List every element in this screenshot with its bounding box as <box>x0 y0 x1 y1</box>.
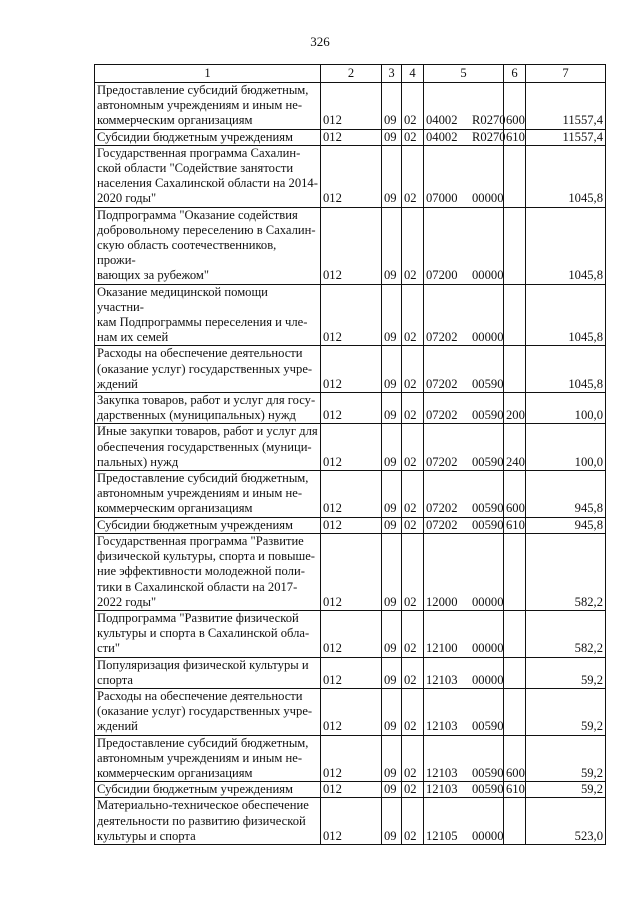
row-name <box>95 688 321 735</box>
header-col-3: 3 <box>382 65 402 83</box>
row-section-code: 09 <box>382 424 402 471</box>
row-ministry-code: 012 <box>321 424 382 471</box>
row-target-article-part1: 07202 <box>426 330 458 345</box>
row-amount: 1045,8 <box>526 145 606 207</box>
row-ministry-code: 012 <box>321 145 382 207</box>
header-col-7: 7 <box>526 65 606 83</box>
row-amount: 11557,4 <box>526 129 606 145</box>
row-amount: 1045,8 <box>526 207 606 284</box>
row-expense-type-code: 240 <box>504 424 526 471</box>
row-subsection-code: 02 <box>402 284 424 346</box>
row-name <box>95 735 321 782</box>
row-section-code: 09 <box>382 517 402 533</box>
row-target-article-part2: 00590 <box>472 454 504 469</box>
row-target-article-part2: 00590 <box>472 501 504 516</box>
row-section-code: 09 <box>382 284 402 346</box>
row-expense-type-code <box>504 346 526 393</box>
row-ministry-code: 012 <box>321 346 382 393</box>
row-subsection-code: 02 <box>402 471 424 518</box>
row-name-line: Оказание медицинской помощи участни- <box>97 284 268 314</box>
row-target-article-code <box>424 688 504 735</box>
table-row <box>95 735 606 782</box>
row-target-article-part1: 12105 <box>426 828 458 843</box>
row-name-line: Материально-техническое обеспечение <box>97 798 309 813</box>
row-amount: 582,2 <box>526 610 606 657</box>
row-target-article-part2: 00590 <box>472 376 504 391</box>
row-subsection-code: 02 <box>402 145 424 207</box>
row-name-line: Субсидии бюджетным учреждениям <box>97 782 293 797</box>
row-target-article-code <box>424 798 504 845</box>
row-target-article-part2: 00590 <box>472 782 504 797</box>
row-expense-type-code <box>504 688 526 735</box>
row-section-code: 09 <box>382 393 402 424</box>
row-target-article-part1: 04002 <box>426 113 458 128</box>
table-row <box>95 424 606 471</box>
row-subsection-code: 02 <box>402 207 424 284</box>
row-section-code: 09 <box>382 782 402 798</box>
row-name <box>95 533 321 610</box>
row-target-article-code <box>424 657 504 688</box>
row-amount: 945,8 <box>526 471 606 518</box>
row-name-line: коммерческим организациям <box>97 765 253 780</box>
header-col-5: 5 <box>424 65 504 83</box>
row-target-article-part1: 12100 <box>426 641 458 656</box>
row-name-line: 2020 годы" <box>97 191 157 206</box>
row-name-line: вающих за рубежом" <box>97 268 210 283</box>
row-expense-type-code: 600 <box>504 735 526 782</box>
row-name-line: коммерческим организациям <box>97 501 253 516</box>
header-col-4: 4 <box>402 65 424 83</box>
row-expense-type-code: 200 <box>504 393 526 424</box>
row-name-line: Закупка товаров, работ и услуг для госу- <box>97 393 316 408</box>
row-expense-type-code <box>504 798 526 845</box>
row-name <box>95 207 321 284</box>
row-target-article-code <box>424 533 504 610</box>
row-name-line: ние эффективности молодежной поли- <box>97 564 305 579</box>
row-name <box>95 657 321 688</box>
row-ministry-code: 012 <box>321 284 382 346</box>
row-name-line: автономным учреждениям и иным не- <box>97 486 303 501</box>
row-amount: 59,2 <box>526 688 606 735</box>
row-section-code: 09 <box>382 145 402 207</box>
row-expense-type-code: 600 <box>504 471 526 518</box>
row-name-line: автономным учреждениям и иным не- <box>97 98 303 113</box>
row-target-article-part2: 00000 <box>472 191 504 206</box>
row-section-code: 09 <box>382 129 402 145</box>
row-target-article-code <box>424 610 504 657</box>
table-header-row <box>95 65 606 83</box>
row-name-line: дарственных (муниципальных) нужд <box>97 408 296 423</box>
row-target-article-code <box>424 284 504 346</box>
row-name-line: тики в Сахалинской области на 2017- <box>97 579 298 594</box>
row-name-line: скую область соотечественников, прожи- <box>97 238 277 268</box>
row-ministry-code: 012 <box>321 688 382 735</box>
row-ministry-code: 012 <box>321 129 382 145</box>
table-row <box>95 610 606 657</box>
row-amount: 59,2 <box>526 657 606 688</box>
row-subsection-code: 02 <box>402 346 424 393</box>
row-target-article-code <box>424 207 504 284</box>
row-target-article-part2: 00000 <box>472 828 504 843</box>
row-expense-type-code <box>504 657 526 688</box>
row-section-code: 09 <box>382 83 402 130</box>
row-name-line: автономным учреждениям и иным не- <box>97 750 303 765</box>
row-name-line: 2022 годы" <box>97 594 157 609</box>
row-expense-type-code <box>504 610 526 657</box>
row-name-line: физической культуры, спорта и повыше- <box>97 549 315 564</box>
table-row <box>95 533 606 610</box>
row-name-line: добровольному переселению в Сахалин- <box>97 222 316 237</box>
row-name-line: кам Подпрограммы переселения и чле- <box>97 315 308 330</box>
table-row <box>95 346 606 393</box>
row-name <box>95 145 321 207</box>
header-col-2: 2 <box>321 65 382 83</box>
row-subsection-code: 02 <box>402 533 424 610</box>
row-amount: 523,0 <box>526 798 606 845</box>
row-subsection-code: 02 <box>402 688 424 735</box>
row-subsection-code: 02 <box>402 610 424 657</box>
row-name-line: ской области "Содействие занятости <box>97 161 294 176</box>
row-target-article-part1: 12103 <box>426 672 458 687</box>
row-ministry-code: 012 <box>321 735 382 782</box>
row-name-line: ждений <box>97 376 138 391</box>
row-target-article-part1: 12103 <box>426 719 458 734</box>
row-expense-type-code <box>504 207 526 284</box>
row-target-article-part1: 04002 <box>426 129 458 144</box>
row-target-article-part2: 00590 <box>472 765 504 780</box>
row-amount: 1045,8 <box>526 284 606 346</box>
row-name-line: обеспечения государственных (муници- <box>97 439 312 454</box>
row-target-article-code <box>424 471 504 518</box>
row-target-article-part2: 00000 <box>472 330 504 345</box>
row-target-article-part1: 07202 <box>426 517 458 532</box>
table-row <box>95 688 606 735</box>
row-amount: 59,2 <box>526 735 606 782</box>
row-target-article-part2: R0270 <box>472 129 506 144</box>
row-target-article-code <box>424 393 504 424</box>
header-col-1: 1 <box>95 65 321 83</box>
row-section-code: 09 <box>382 610 402 657</box>
row-ministry-code: 012 <box>321 610 382 657</box>
row-name <box>95 129 321 145</box>
row-subsection-code: 02 <box>402 424 424 471</box>
row-target-article-part1: 07000 <box>426 191 458 206</box>
row-ministry-code: 012 <box>321 393 382 424</box>
row-target-article-code <box>424 735 504 782</box>
row-target-article-code <box>424 145 504 207</box>
row-ministry-code: 012 <box>321 83 382 130</box>
row-expense-type-code <box>504 284 526 346</box>
row-ministry-code: 012 <box>321 533 382 610</box>
row-subsection-code: 02 <box>402 782 424 798</box>
row-name-line: спорта <box>97 672 134 687</box>
row-subsection-code: 02 <box>402 657 424 688</box>
row-target-article-part1: 12103 <box>426 782 458 797</box>
row-name <box>95 610 321 657</box>
row-target-article-code <box>424 517 504 533</box>
row-amount: 1045,8 <box>526 346 606 393</box>
row-name-line: сти" <box>97 641 120 656</box>
row-ministry-code: 012 <box>321 207 382 284</box>
row-target-article-part1: 07200 <box>426 268 458 283</box>
row-amount: 100,0 <box>526 393 606 424</box>
row-name-line: Иные закупки товаров, работ и услуг для <box>97 424 318 439</box>
row-ministry-code: 012 <box>321 657 382 688</box>
row-subsection-code: 02 <box>402 393 424 424</box>
row-target-article-part2: 00590 <box>472 517 504 532</box>
budget-table <box>94 64 606 845</box>
row-expense-type-code: 600 <box>504 83 526 130</box>
row-amount: 945,8 <box>526 517 606 533</box>
row-name-line: культуры и спорта в Сахалинской обла- <box>97 626 310 641</box>
table-row <box>95 284 606 346</box>
header-col-6: 6 <box>504 65 526 83</box>
row-section-code: 09 <box>382 471 402 518</box>
row-name <box>95 284 321 346</box>
row-expense-type-code: 610 <box>504 517 526 533</box>
table-row <box>95 782 606 798</box>
row-expense-type-code <box>504 145 526 207</box>
row-subsection-code: 02 <box>402 798 424 845</box>
row-section-code: 09 <box>382 533 402 610</box>
row-amount: 11557,4 <box>526 83 606 130</box>
table-row <box>95 517 606 533</box>
table-row <box>95 471 606 518</box>
row-amount: 59,2 <box>526 782 606 798</box>
row-target-article-code <box>424 424 504 471</box>
row-section-code: 09 <box>382 688 402 735</box>
row-name-line: Субсидии бюджетным учреждениям <box>97 129 293 144</box>
table-row <box>95 393 606 424</box>
row-name-line: деятельности по развитию физической <box>97 813 306 828</box>
row-name <box>95 517 321 533</box>
row-ministry-code: 012 <box>321 782 382 798</box>
row-name-line: культуры и спорта <box>97 828 196 843</box>
row-amount: 100,0 <box>526 424 606 471</box>
row-subsection-code: 02 <box>402 735 424 782</box>
row-name <box>95 782 321 798</box>
row-ministry-code: 012 <box>321 471 382 518</box>
table-row <box>95 129 606 145</box>
row-name-line: Расходы на обеспечение деятельности <box>97 346 303 361</box>
table-row <box>95 207 606 284</box>
row-name <box>95 471 321 518</box>
row-expense-type-code: 610 <box>504 129 526 145</box>
row-target-article-part1: 07202 <box>426 408 458 423</box>
row-section-code: 09 <box>382 798 402 845</box>
row-target-article-part1: 12000 <box>426 594 458 609</box>
row-name-line: нам их семей <box>97 330 169 345</box>
row-target-article-code <box>424 782 504 798</box>
row-subsection-code: 02 <box>402 517 424 533</box>
row-section-code: 09 <box>382 207 402 284</box>
row-name-line: пальных) нужд <box>97 454 179 469</box>
table-row <box>95 657 606 688</box>
row-target-article-part1: 07202 <box>426 376 458 391</box>
row-name-line: (оказание услуг) государственных учре- <box>97 361 313 376</box>
row-name-line: Подпрограмма "Развитие физической <box>97 610 299 625</box>
row-section-code: 09 <box>382 346 402 393</box>
row-target-article-part2: 00000 <box>472 594 504 609</box>
row-target-article-part2: 00000 <box>472 641 504 656</box>
page-number: 326 <box>310 34 330 49</box>
row-expense-type-code <box>504 533 526 610</box>
row-name-line: Предоставление субсидий бюджетным, <box>97 83 309 97</box>
row-name-line: населения Сахалинской области на 2014- <box>97 176 318 191</box>
row-section-code: 09 <box>382 657 402 688</box>
row-subsection-code: 02 <box>402 129 424 145</box>
row-name-line: Расходы на обеспечение деятельности <box>97 688 303 703</box>
row-target-article-part2: R0270 <box>472 113 506 128</box>
row-name-line: Государственная программа "Развитие <box>97 533 304 548</box>
row-expense-type-code: 610 <box>504 782 526 798</box>
row-name-line: Предоставление субсидий бюджетным, <box>97 471 309 486</box>
row-target-article-code <box>424 83 504 130</box>
row-name-line: коммерческим организациям <box>97 113 253 128</box>
row-name-line: Популяризация физической культуры и <box>97 657 309 672</box>
row-name <box>95 346 321 393</box>
row-target-article-code <box>424 346 504 393</box>
table-row <box>95 798 606 845</box>
row-subsection-code: 02 <box>402 83 424 130</box>
row-ministry-code: 012 <box>321 517 382 533</box>
row-name-line: Субсидии бюджетным учреждениям <box>97 517 293 532</box>
row-name <box>95 424 321 471</box>
table-row <box>95 83 606 130</box>
row-name-line: (оказание услуг) государственных учре- <box>97 704 313 719</box>
row-target-article-part2: 00000 <box>472 268 504 283</box>
row-target-article-part1: 07202 <box>426 454 458 469</box>
row-ministry-code: 012 <box>321 798 382 845</box>
row-name <box>95 393 321 424</box>
table-body <box>95 83 606 845</box>
row-amount: 582,2 <box>526 533 606 610</box>
row-target-article-code <box>424 129 504 145</box>
row-name-line: Подпрограмма "Оказание содействия <box>97 207 298 222</box>
row-name-line: Предоставление субсидий бюджетным, <box>97 735 309 750</box>
row-target-article-part2: 00000 <box>472 672 504 687</box>
row-target-article-part1: 12103 <box>426 765 458 780</box>
row-section-code: 09 <box>382 735 402 782</box>
row-target-article-part1: 07202 <box>426 501 458 516</box>
row-name <box>95 798 321 845</box>
row-name-line: ждений <box>97 719 138 734</box>
row-name-line: Государственная программа Сахалин- <box>97 145 301 160</box>
table-row <box>95 145 606 207</box>
row-name <box>95 83 321 130</box>
row-target-article-part2: 00590 <box>472 719 504 734</box>
row-target-article-part2: 00590 <box>472 408 504 423</box>
